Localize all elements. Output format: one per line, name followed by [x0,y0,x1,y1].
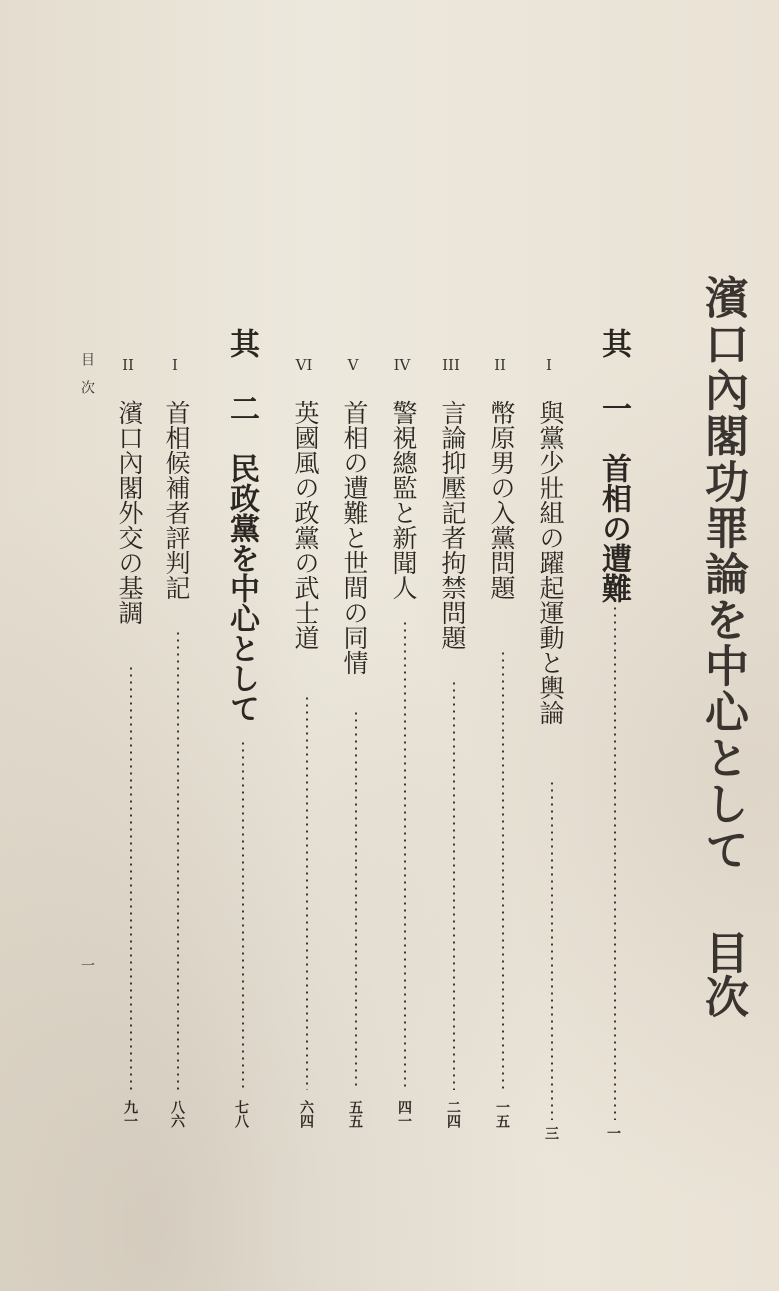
contents-heading: 目次 [697,930,748,1018]
item-number: II [122,356,134,374]
toc-entry: 首相の遭難と世間の同情 [340,400,369,675]
leader-dots [242,740,244,1090]
entry-page: 六四 [298,1100,314,1128]
item-number: I [546,356,552,374]
entry-page: 五五 [347,1100,363,1128]
entry-page: 三 [543,1126,559,1140]
toc-entry: 首相候補者評判記 [162,400,191,600]
leader-dots [404,620,406,1090]
item-number: II [494,356,506,374]
toc-entry: 幣原男の入黨問題 [487,400,516,600]
section1-page: 一 [605,1126,621,1140]
entry-page: 九一 [122,1100,138,1128]
page-number: 一 [79,958,95,972]
item-number: I [172,356,178,374]
item-number: IV [393,356,411,374]
book-title: 濱口內閣功罪論を中心として [697,275,748,873]
running-head: 目 次 [79,352,95,394]
leader-dots [551,780,553,1120]
entry-page: 四一 [396,1100,412,1128]
entry-page: 二四 [445,1100,461,1128]
toc-entry: 言論抑壓記者拘禁問題 [438,400,467,650]
leader-dots [306,695,308,1090]
leader-dots [453,680,455,1090]
section1-heading: 其 一 首相の遭難 [596,328,631,603]
leader-dots [502,650,504,1090]
toc-entry: 濱口內閣外交の基調 [115,400,144,625]
item-number: VI [295,356,313,374]
entry-page: 八六 [169,1100,185,1128]
leader-dots [355,710,357,1090]
leader-dots [177,630,179,1090]
section2-heading: 其 二 民政黨を中心として [224,328,259,723]
item-number: V [347,356,359,374]
toc-entry: 英國風の政黨の武士道 [291,400,320,650]
toc-entry: 警視總監と新聞人 [389,400,418,600]
entry-page: 一五 [494,1100,510,1128]
leader-dots [130,665,132,1090]
section2-page: 七八 [233,1100,249,1128]
leader-dots [614,605,616,1120]
toc-entry: 與黨少壯組の躍起運動と輿論 [536,400,565,725]
item-number: III [442,356,460,374]
